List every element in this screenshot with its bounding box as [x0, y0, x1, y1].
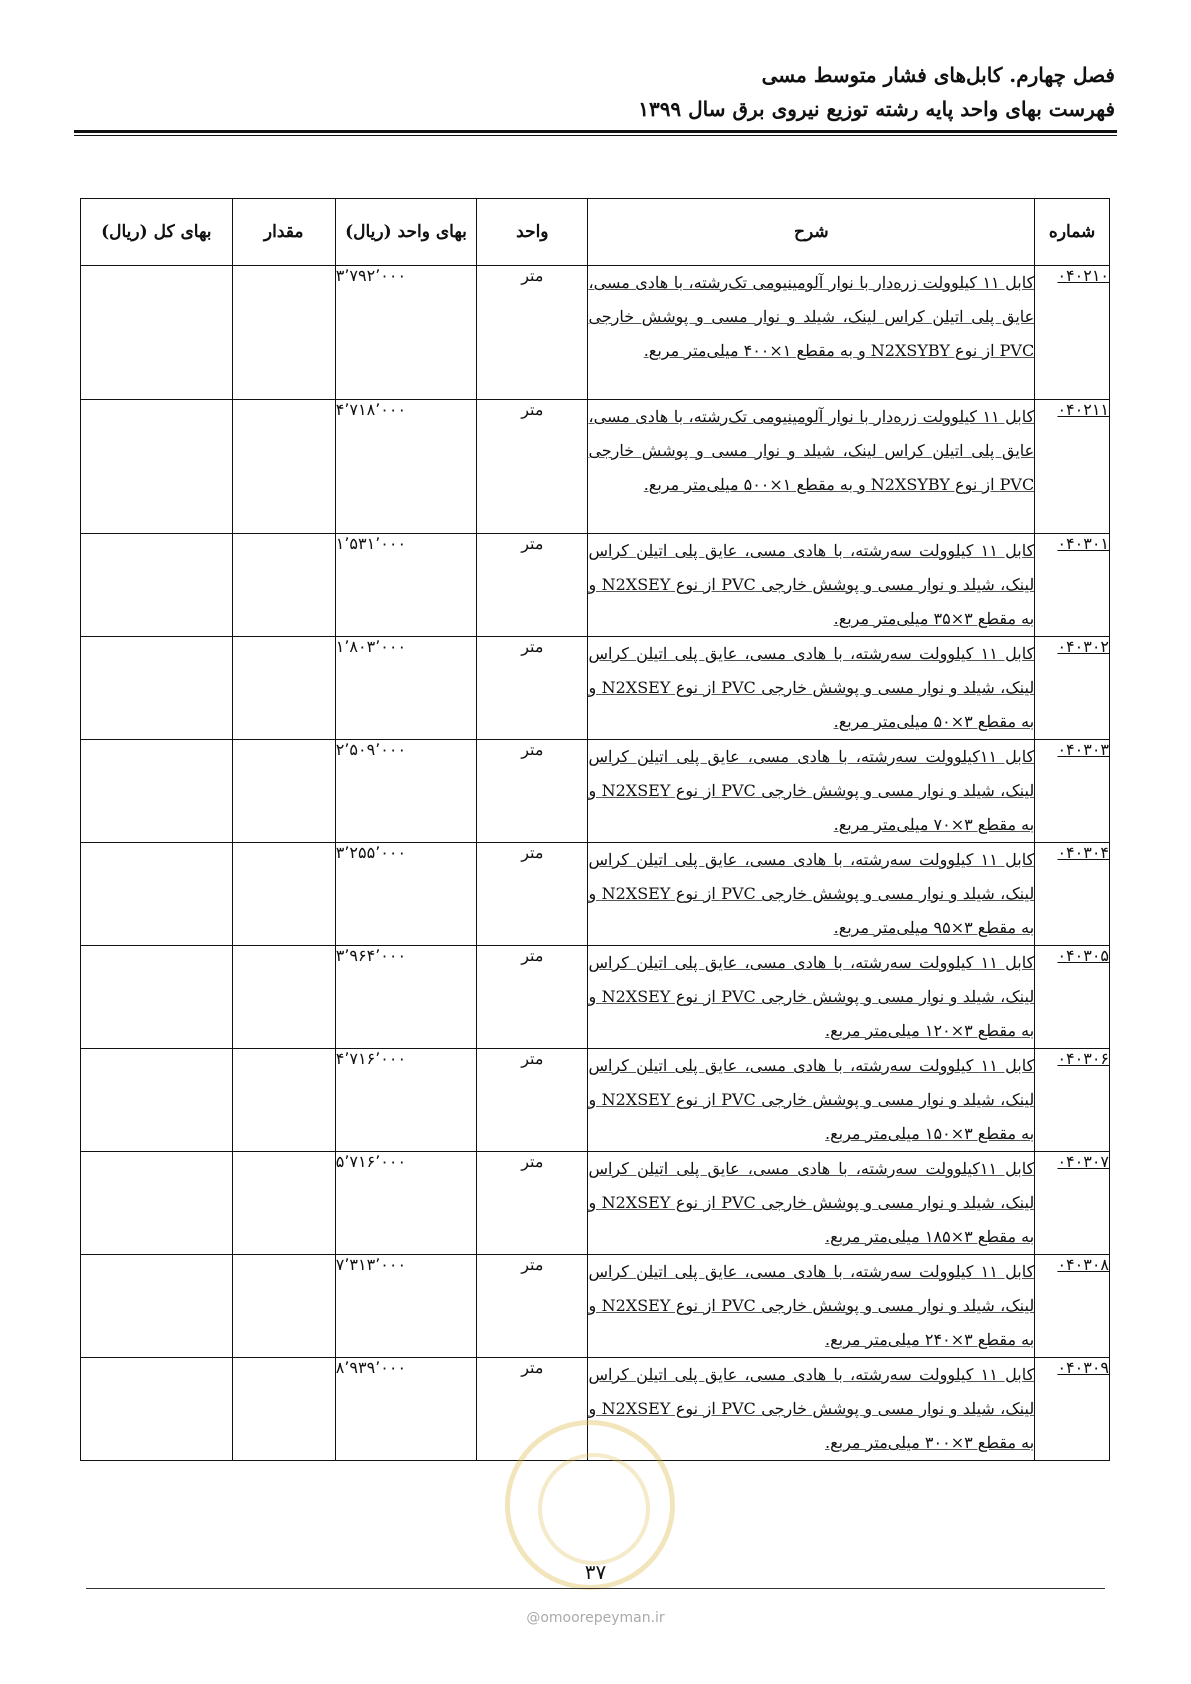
item-total-price — [81, 1152, 233, 1255]
table-row — [81, 946, 1110, 1049]
col-header-total-price: بهای کل (ریال) — [81, 199, 233, 266]
item-quantity — [232, 400, 335, 534]
item-number: ۰۴۰۳۰۷ — [1035, 1152, 1110, 1255]
table-row — [81, 637, 1110, 740]
table-row — [81, 1255, 1110, 1358]
page-number: ۳۷ — [584, 1560, 607, 1584]
item-unit: متر — [477, 400, 588, 534]
item-unit-price: ۴٬۷۱۸٬۰۰۰ — [335, 400, 477, 534]
item-unit-price: ۸٬۹۳۹٬۰۰۰ — [335, 1358, 477, 1461]
item-unit: متر — [477, 843, 588, 946]
item-number: ۰۴۰۲۱۱ — [1035, 400, 1110, 534]
item-quantity — [232, 1049, 335, 1152]
item-unit-price: ۱٬۵۳۱٬۰۰۰ — [335, 534, 477, 637]
table-header-row — [81, 199, 1110, 266]
item-quantity — [232, 1358, 335, 1461]
item-number: ۰۴۰۳۰۱ — [1035, 534, 1110, 637]
item-total-price — [81, 1255, 233, 1358]
item-unit: متر — [477, 1255, 588, 1358]
item-unit: متر — [477, 1152, 588, 1255]
item-quantity — [232, 1152, 335, 1255]
item-unit: متر — [477, 1358, 588, 1461]
footer-rule — [86, 1588, 1105, 1589]
col-header-description: شرح — [588, 199, 1035, 266]
item-description: کابل ۱۱کیلوولت سه‌رشته، با هادی مسی، عایق پلی اتیلن کراس لینک، شیلد و نوار مسی و پوشش خارجی PVC از نوع N2XSEY و به مقطع ۳×۱۸۵ میلی‌متر مربع. — [588, 1152, 1035, 1255]
table-row — [81, 534, 1110, 637]
item-unit: متر — [477, 266, 588, 400]
item-unit-price: ۷٬۳۱۳٬۰۰۰ — [335, 1255, 477, 1358]
item-description: کابل ۱۱ کیلوولت سه‌رشته، با هادی مسی، عایق پلی اتیلن کراس لینک، شیلد و نوار مسی و پوشش خارجی PVC از نوع N2XSEY و به مقطع ۳×۱۵۰ میلی‌متر مربع. — [588, 1049, 1035, 1152]
item-unit-price: ۱٬۸۰۳٬۰۰۰ — [335, 637, 477, 740]
chapter-title: فصل چهارم. کابل‌های فشار متوسط مسی — [761, 63, 1115, 87]
table-row — [81, 1358, 1110, 1461]
item-description: کابل ۱۱کیلوولت سه‌رشته، با هادی مسی، عایق پلی اتیلن کراس لینک، شیلد و نوار مسی و پوشش خارجی PVC از نوع N2XSEY و به مقطع ۳×۷۰ میلی‌متر مربع. — [588, 740, 1035, 843]
item-number: ۰۴۰۳۰۵ — [1035, 946, 1110, 1049]
page-header — [75, 58, 1115, 126]
header-rule-thick — [74, 130, 1117, 133]
item-description: کابل ۱۱ کیلوولت سه‌رشته، با هادی مسی، عایق پلی اتیلن کراس لینک، شیلد و نوار مسی و پوشش خارجی PVC از نوع N2XSEY و به مقطع ۳×۳۵ میلی‌متر مربع. — [588, 534, 1035, 637]
item-total-price — [81, 843, 233, 946]
col-header-quantity: مقدار — [232, 199, 335, 266]
col-header-unit: واحد — [477, 199, 588, 266]
item-total-price — [81, 400, 233, 534]
item-unit: متر — [477, 740, 588, 843]
item-description: کابل ۱۱ کیلوولت سه‌رشته، با هادی مسی، عایق پلی اتیلن کراس لینک، شیلد و نوار مسی و پوشش خارجی PVC از نوع N2XSEY و به مقطع ۳×۹۵ میلی‌متر مربع. — [588, 843, 1035, 946]
item-total-price — [81, 946, 233, 1049]
item-quantity — [232, 946, 335, 1049]
table-row — [81, 843, 1110, 946]
item-unit-price: ۳٬۲۵۵٬۰۰۰ — [335, 843, 477, 946]
item-number: ۰۴۰۳۰۲ — [1035, 637, 1110, 740]
item-unit-price: ۲٬۵۰۹٬۰۰۰ — [335, 740, 477, 843]
item-unit-price: ۳٬۷۹۲٬۰۰۰ — [335, 266, 477, 400]
table-row — [81, 400, 1110, 534]
item-description: کابل ۱۱ کیلوولت سه‌رشته، با هادی مسی، عایق پلی اتیلن کراس لینک، شیلد و نوار مسی و پوشش خارجی PVC از نوع N2XSEY و به مقطع ۳×۵۰ میلی‌متر مربع. — [588, 637, 1035, 740]
item-number: ۰۴۰۳۰۶ — [1035, 1049, 1110, 1152]
website-watermark: @omoorepeyman.ir — [526, 1610, 665, 1626]
table-row — [81, 266, 1110, 400]
item-quantity — [232, 1255, 335, 1358]
item-unit-price: ۳٬۹۶۴٬۰۰۰ — [335, 946, 477, 1049]
item-unit: متر — [477, 637, 588, 740]
item-unit: متر — [477, 534, 588, 637]
item-quantity — [232, 266, 335, 400]
item-quantity — [232, 637, 335, 740]
item-quantity — [232, 740, 335, 843]
item-description: کابل ۱۱ کیلوولت زره‌دار با نوار آلومینیومی تک‌رشته، با هادی مسی، عایق پلی اتیلن کراس لینک، شیلد و نوار مسی و پوشش خارجی PVC از نوع N2XSYBY و به مقطع ۱×۴۰۰ میلی‌متر مربع. — [588, 266, 1035, 400]
item-description: کابل ۱۱ کیلوولت زره‌دار با نوار آلومینیومی تک‌رشته، با هادی مسی، عایق پلی اتیلن کراس لینک، شیلد و نوار مسی و پوشش خارجی PVC از نوع N2XSYBY و به مقطع ۱×۵۰۰ میلی‌متر مربع. — [588, 400, 1035, 534]
item-unit-price: ۴٬۷۱۶٬۰۰۰ — [335, 1049, 477, 1152]
item-number: ۰۴۰۲۱۰ — [1035, 266, 1110, 400]
item-number: ۰۴۰۳۰۸ — [1035, 1255, 1110, 1358]
item-total-price — [81, 637, 233, 740]
item-description: کابل ۱۱ کیلوولت سه‌رشته، با هادی مسی، عایق پلی اتیلن کراس لینک، شیلد و نوار مسی و پوشش خارجی PVC از نوع N2XSEY و به مقطع ۳×۲۴۰ میلی‌متر مربع. — [588, 1255, 1035, 1358]
item-number: ۰۴۰۳۰۴ — [1035, 843, 1110, 946]
item-total-price — [81, 740, 233, 843]
item-number: ۰۴۰۳۰۳ — [1035, 740, 1110, 843]
price-table — [80, 198, 1110, 1461]
item-description: کابل ۱۱ کیلوولت سه‌رشته، با هادی مسی، عایق پلی اتیلن کراس لینک، شیلد و نوار مسی و پوشش خارجی PVC از نوع N2XSEY و به مقطع ۳×۱۲۰ میلی‌متر مربع. — [588, 946, 1035, 1049]
item-total-price — [81, 1358, 233, 1461]
item-description: کابل ۱۱ کیلوولت سه‌رشته، با هادی مسی، عایق پلی اتیلن کراس لینک، شیلد و نوار مسی و پوشش خارجی PVC از نوع N2XSEY و به مقطع ۳×۳۰۰ میلی‌متر مربع. — [588, 1358, 1035, 1461]
item-total-price — [81, 1049, 233, 1152]
col-header-unit-price: بهای واحد (ریال) — [335, 199, 477, 266]
item-number: ۰۴۰۳۰۹ — [1035, 1358, 1110, 1461]
item-quantity — [232, 534, 335, 637]
item-unit: متر — [477, 1049, 588, 1152]
col-header-number: شماره — [1035, 199, 1110, 266]
table-row — [81, 740, 1110, 843]
table-row — [81, 1049, 1110, 1152]
item-total-price — [81, 534, 233, 637]
item-unit-price: ۵٬۷۱۶٬۰۰۰ — [335, 1152, 477, 1255]
document-title: فهرست بهای واحد پایه رشته توزیع نیروی برق سال ۱۳۹۹ — [638, 97, 1115, 121]
header-rule-thin — [74, 135, 1117, 136]
item-quantity — [232, 843, 335, 946]
item-unit: متر — [477, 946, 588, 1049]
table-row — [81, 1152, 1110, 1255]
item-total-price — [81, 266, 233, 400]
